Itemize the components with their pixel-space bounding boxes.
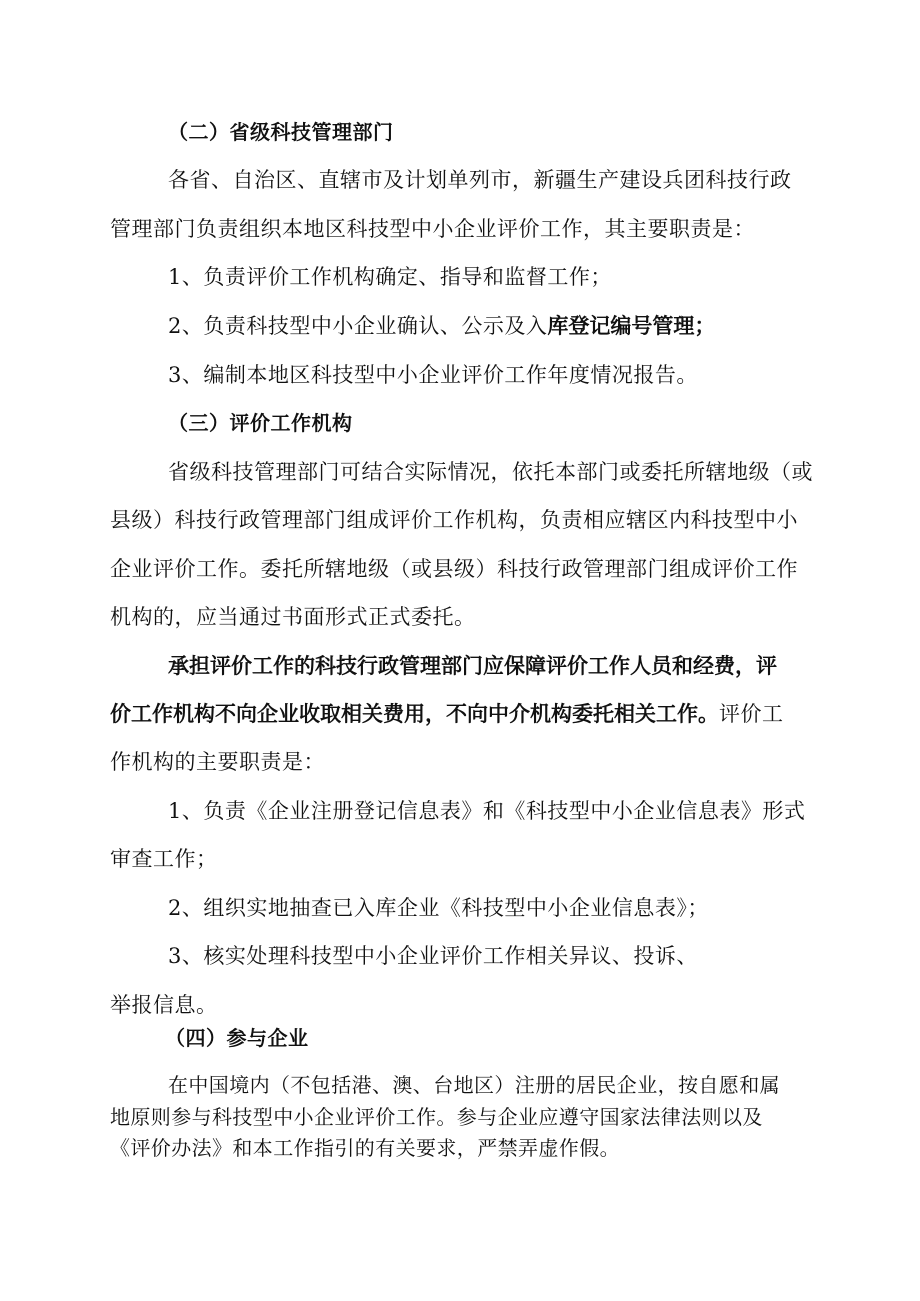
list-item: 2、组织实地抽查已入库企业《科技型中小企业信息表》； xyxy=(168,896,709,920)
list-item xyxy=(168,311,715,341)
list-item: 1、负责《企业注册登记信息表》和《科技型中小企业信息表》形式 xyxy=(168,799,806,823)
paragraph-line: 各省、自治区、直辖市及计划单列市，新疆生产建设兵团科技行政 xyxy=(168,168,792,192)
paragraph-line: 管理部门负责组织本地区科技型中小企业评价工作，其主要职责是： xyxy=(110,217,755,241)
paragraph-line: 机构的，应当通过书面形式正式委托。 xyxy=(110,605,476,629)
list-item: 1、负责评价工作机构确定、指导和监督工作； xyxy=(168,265,612,289)
paragraph-line-bold: 承担评价工作的科技行政管理部门应保障评价工作人员和经费，评 xyxy=(168,654,777,678)
paragraph-text: 评价工 xyxy=(719,702,784,726)
paragraph-line xyxy=(110,699,784,729)
list-item: 3、编制本地区科技型中小企业评价工作年度情况报告。 xyxy=(168,363,698,387)
section-heading-evaluation-agency: （三）评价工作机构 xyxy=(168,411,353,435)
paragraph-line: 作机构的主要职责是： xyxy=(110,750,325,774)
paragraph-line: 县级）科技行政管理部门组成评价工作机构，负责相应辖区内科技型中小 xyxy=(110,508,798,532)
section-heading-provincial-dept: （二）省级科技管理部门 xyxy=(168,120,394,144)
list-item: 3、核实处理科技型中小企业评价工作相关异议、投诉、 xyxy=(168,944,698,968)
list-item-continuation: 举报信息。 xyxy=(110,993,218,1017)
paragraph-bold-text: 价工作机构不向企业收取相关费用，不向中介机构委托相关工作。 xyxy=(110,702,719,726)
list-item-text: 2、负责科技型中小企业确认、公示及入 xyxy=(168,314,548,338)
list-item-bold-text: 库登记编号管理； xyxy=(547,314,716,338)
paragraph-line: 地原则参与科技型中小企业评价工作。参与企业应遵守国家法律法则以及 xyxy=(110,1105,763,1129)
paragraph-line: 《评价办法》和本工作指引的有关要求，严禁弄虚作假。 xyxy=(110,1136,620,1160)
paragraph-line: 省级科技管理部门可结合实际情况，依托本部门或委托所辖地级（或 xyxy=(168,460,813,484)
list-item-continuation: 审查工作； xyxy=(110,847,218,871)
paragraph-line: 企业评价工作。委托所辖地级（或县级）科技行政管理部门组成评价工作 xyxy=(110,557,798,581)
section-heading-participating-enterprises: （四）参与企业 xyxy=(165,1026,309,1050)
paragraph-line: 在中国境内（不包括港、澳、台地区）注册的居民企业，按自愿和属 xyxy=(168,1073,780,1097)
